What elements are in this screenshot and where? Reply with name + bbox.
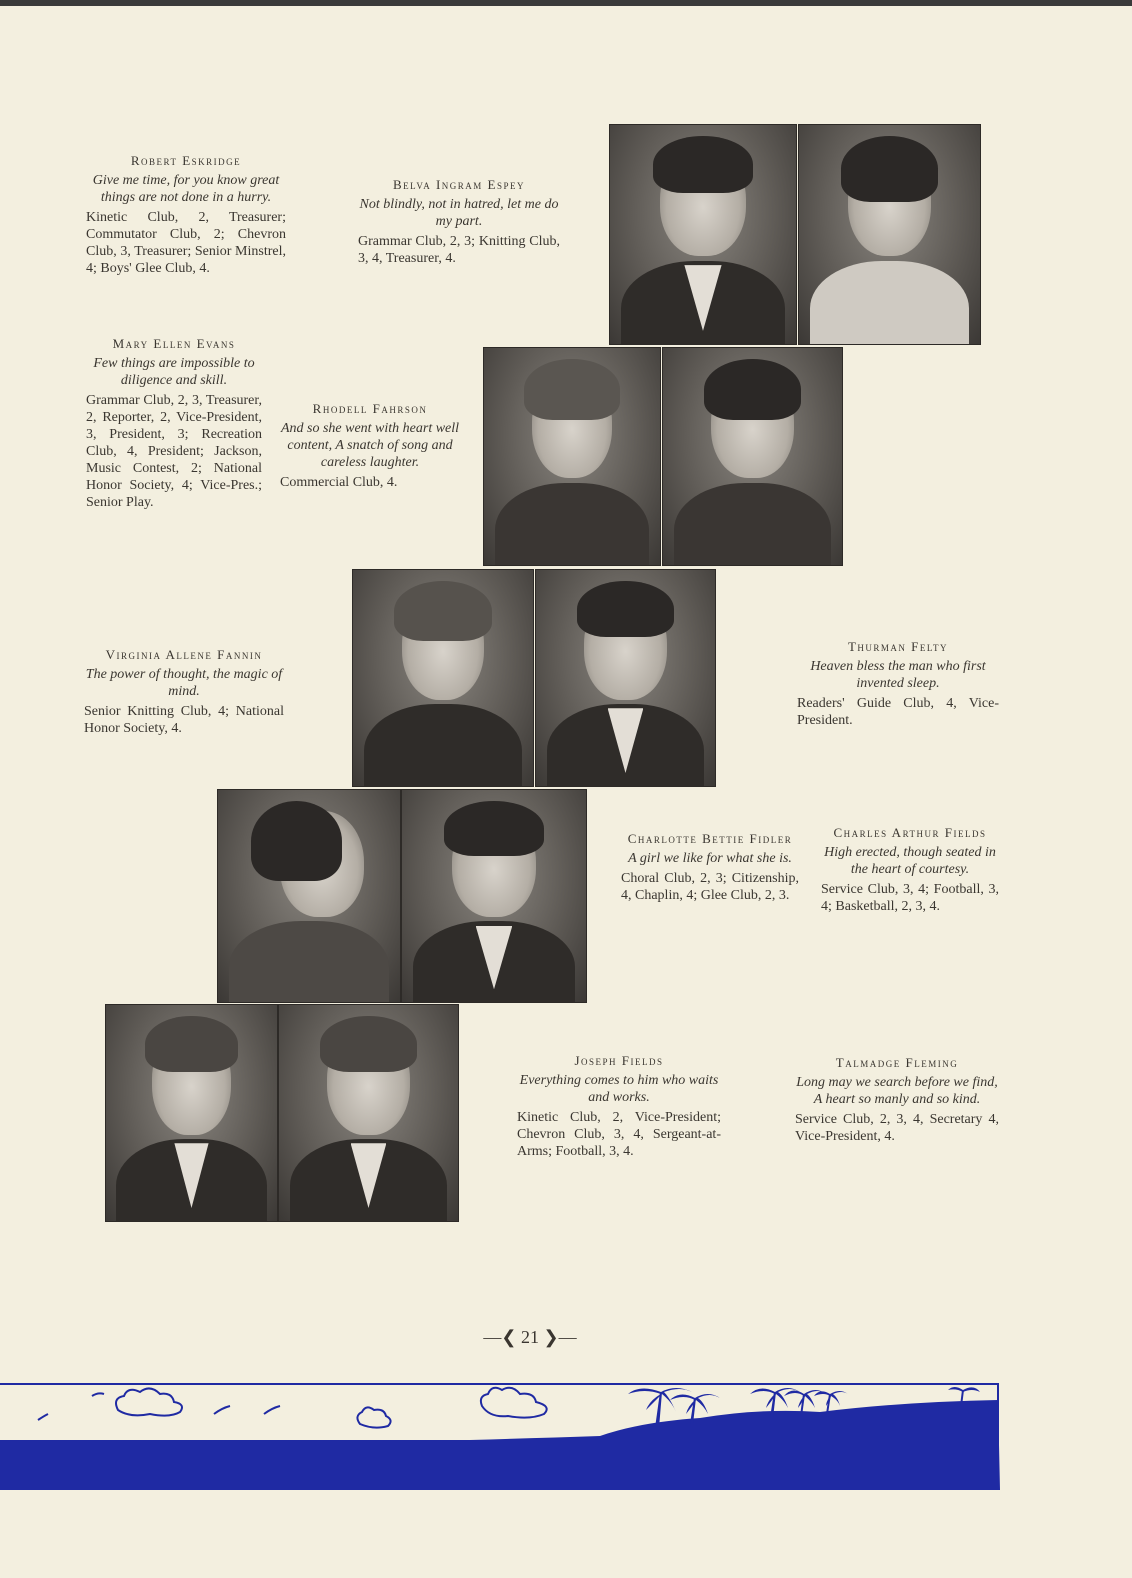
- senior-entry-charles-fields: [821, 824, 999, 915]
- portrait-photo-joseph-fields: [105, 1004, 278, 1222]
- student-quote: Everything comes to him who waits and works.: [519, 1073, 719, 1105]
- portrait-photo-talmadge-fleming: [278, 1004, 459, 1222]
- top-edge: [0, 0, 1132, 6]
- student-quote: High erected, though seated in the heart of courtesy.: [824, 845, 996, 877]
- senior-entry-charlotte-fidler: [621, 830, 799, 904]
- senior-entry-talmadge-fleming: [795, 1054, 999, 1145]
- portrait-photo-charles-fields: [401, 789, 587, 1003]
- portrait-photo-belva-espey: [798, 124, 981, 345]
- student-activities: Service Club, 3, 4; Football, 3, 4; Basketball, 2, 3, 4.: [821, 882, 999, 914]
- student-quote: Give me time, for you know great things are not done in a hurry.: [92, 173, 280, 205]
- student-quote: Not blindly, not in hatred, let me do my part.: [359, 197, 559, 229]
- student-quote: The power of thought, the magic of mind.: [85, 667, 283, 699]
- senior-entry-rhodell-fahrson: [280, 400, 460, 491]
- beach-banner-illustration: [0, 1378, 1132, 1498]
- portrait-photo-rhodell-fahrson: [662, 347, 843, 566]
- student-name: Talmadge Fleming: [835, 1055, 959, 1070]
- student-activities: Kinetic Club, 2, Vice-President; Chevron Club, 3, 4, Sergeant-at-Arms; Football, 3, 4.: [517, 1110, 721, 1159]
- student-name: Joseph Fields: [574, 1053, 664, 1068]
- portrait-photo-thurman-felty: [535, 569, 716, 787]
- senior-entry-belva-espey: [358, 176, 560, 267]
- student-quote: Long may we search before we find, A heart so manly and so kind.: [796, 1075, 998, 1107]
- portrait-photo-virginia-fannin: [352, 569, 534, 787]
- student-name: Virginia Allene Fannin: [105, 647, 263, 662]
- student-activities: Choral Club, 2, 3; Citizenship, 4, Chaplin, 4; Glee Club, 2, 3.: [621, 871, 799, 903]
- student-name: Charlotte Bettie Fidler: [627, 831, 793, 846]
- student-name: Charles Arthur Fields: [833, 825, 987, 840]
- student-name: Belva Ingram Espey: [393, 177, 525, 192]
- portrait-photo-mary-evans: [483, 347, 661, 566]
- student-activities: Grammar Club, 2, 3, Treasurer, 2, Reporter, 2, Vice-President, 3, President, 3; Recreation Club, 4, President; Jackson, Music Contest, 2; National Honor Society, 4; Vice-Pres.; Senior Play.: [86, 393, 262, 510]
- senior-entry-joseph-fields: [517, 1052, 721, 1160]
- page-number-value: 21: [521, 1327, 539, 1347]
- student-activities: Readers' Guide Club, 4, Vice-President.: [797, 696, 999, 728]
- clouds: [116, 1388, 547, 1428]
- student-name: Rhodell Fahrson: [312, 401, 428, 416]
- portrait-photo-robert-eskridge: [609, 124, 797, 345]
- senior-entry-virginia-fannin: [84, 646, 284, 737]
- portrait-photo-charlotte-fidler: [217, 789, 401, 1003]
- student-quote: Heaven bless the man who first invented sleep.: [810, 659, 986, 691]
- senior-entry-mary-evans: [86, 335, 262, 511]
- student-name: Mary Ellen Evans: [112, 336, 236, 351]
- student-activities: Kinetic Club, 2, Treasurer; Commutator Club, 2; Chevron Club, 3, Treasurer; Senior Minstrel, 4; Boys' Glee Club, 4.: [86, 210, 286, 276]
- student-name: Robert Eskridge: [130, 153, 242, 168]
- student-activities: Service Club, 2, 3, 4, Secretary 4, Vice-President, 4.: [795, 1112, 999, 1144]
- senior-entry-robert-eskridge: [86, 152, 286, 277]
- student-activities: Grammar Club, 2, 3; Knitting Club, 3, 4, Treasurer, 4.: [358, 234, 560, 266]
- page-number: [480, 1327, 580, 1348]
- student-name: Thurman Felty: [847, 639, 949, 654]
- student-activities: Senior Knitting Club, 4; National Honor Society, 4.: [84, 704, 284, 736]
- student-quote: A girl we like for what she is.: [628, 851, 792, 866]
- student-quote: And so she went with heart well content, A snatch of song and careless laughter.: [280, 421, 460, 470]
- page-number-ornament-right: ❯—: [543, 1327, 577, 1347]
- student-quote: Few things are impossible to diligence and skill.: [93, 356, 255, 388]
- senior-entry-thurman-felty: [797, 638, 999, 729]
- page-number-ornament-left: —❮: [483, 1327, 517, 1347]
- student-activities: Commercial Club, 4.: [280, 475, 398, 490]
